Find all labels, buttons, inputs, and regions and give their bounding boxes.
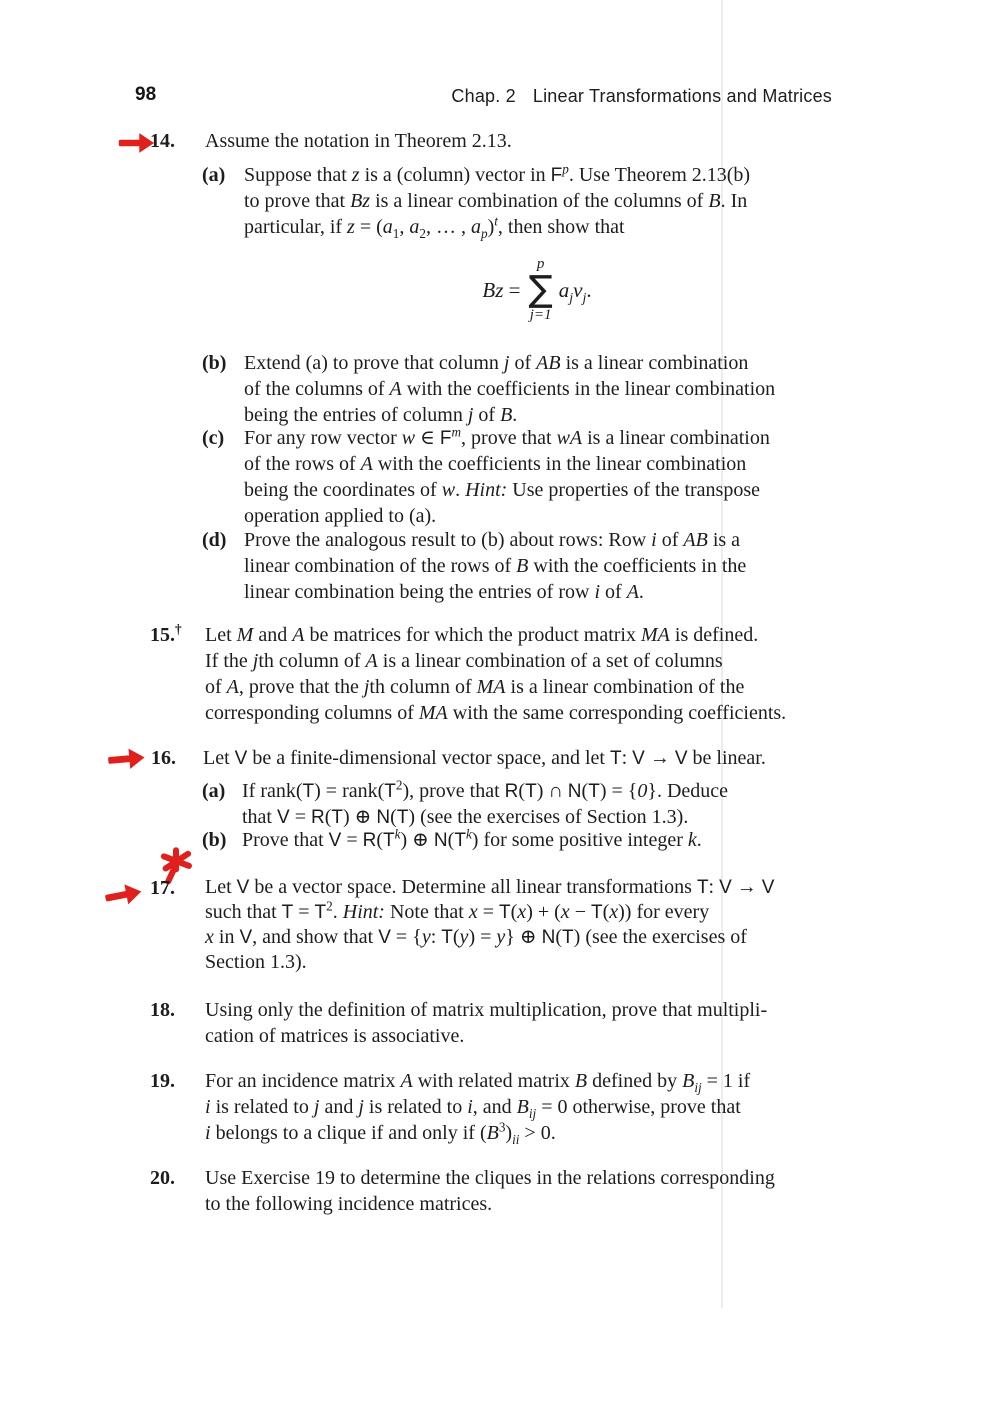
- text-line: that V = R(T) ⊕ N(T) (see the exercises of Section 1.3).: [242, 806, 689, 828]
- text-line: For an incidence matrix A with related matrix B defined by $B_{ij} = 1$ if: [205, 1070, 751, 1095]
- exercise-number-19: 19.: [150, 1070, 175, 1092]
- exercise-14c-text: [244, 425, 770, 529]
- exercise-16b-text: [242, 827, 702, 853]
- part-label-d: (d): [202, 529, 227, 551]
- exercise-number-18: 18.: [150, 999, 175, 1021]
- text-line: i belongs to a clique if and only if $(B^3)_{ii} > 0$.: [205, 1119, 556, 1147]
- exercise-number-15: 15.†: [150, 621, 182, 646]
- text-line: If rank(T) = $rank(T^2)$, prove that R(T) ∩ N(T) = {0}. Deduce: [242, 777, 729, 802]
- text-line: operation applied to (a).: [244, 505, 437, 527]
- exercise-19-text: [205, 1068, 750, 1146]
- text-line: Assume the notation in Theorem 2.13.: [205, 130, 512, 152]
- running-header: [451, 85, 832, 107]
- exercise-15-text: [205, 622, 786, 726]
- exercise-17-text: [205, 875, 774, 975]
- text-line: Suppose that z is a (column) vector in $F^p$. Use Theorem 2.13(b): [244, 161, 751, 186]
- text-line: Use Exercise 19 to determine the cliques in the relations corresponding: [205, 1167, 775, 1189]
- text-line: Prove that $V = R(T^k)$ ⊕ $N(T^k)$ for some positive integer k.: [242, 826, 702, 851]
- text-line: If the jth column of A is a linear combination of a set of columns: [205, 650, 723, 672]
- exercise-18-text: [205, 997, 767, 1049]
- sum-lower-limit: j=1: [529, 307, 552, 323]
- exercise-number-17: 17.: [150, 877, 175, 899]
- sum-upper-limit: p: [536, 256, 545, 272]
- chapter-label: Chap. 2: [451, 86, 516, 106]
- text-line: Extend (a) to prove that column j of AB is a linear combination: [244, 352, 749, 374]
- text-line: to the following incidence matrices.: [205, 1193, 493, 1215]
- formula-lhs: Bz =: [482, 277, 521, 302]
- red-arrow-icon: [101, 880, 144, 909]
- text-line: being the coordinates of w. Hint: Use properties of the transpose: [244, 479, 760, 501]
- text-line: i is related to j and j is related to i, and $B_{ij} = 0$ otherwise, prove that: [205, 1096, 741, 1121]
- exercise-16-intro: [203, 745, 766, 771]
- summation-formula: [244, 250, 830, 330]
- formula-rhs: $a_jv_j$.: [558, 277, 592, 305]
- text-line: cation of matrices is associative.: [205, 1025, 465, 1047]
- red-arrow-icon: [104, 746, 148, 772]
- text-line: Section 1.3).: [205, 951, 307, 973]
- text-line: of the columns of A with the coefficients in the linear combination: [244, 378, 776, 400]
- exercise-14d-text: [244, 527, 746, 605]
- text-line: x in V, and show that V = {y: T(y) = y} ⊕ N(T) (see the exercises of: [205, 926, 747, 948]
- text-line: particular, if $z = (a_1$, $a_2$, … , $a_p)^t$, then show that: [244, 213, 625, 241]
- chapter-title: Linear Transformations and Matrices: [532, 86, 832, 106]
- text-line: Prove the analogous result to (b) about rows: Row i of AB is a: [244, 529, 741, 551]
- text-line: linear combination being the entries of row i of A.: [244, 581, 644, 603]
- part-label-b: (b): [202, 829, 227, 851]
- text-line: of A, prove that the jth column of MA is a linear combination of the: [205, 676, 745, 698]
- exercise-16a-text: [242, 778, 728, 830]
- summation-symbol: [529, 257, 553, 323]
- text-line: of the rows of A with the coefficients in the linear combination: [244, 453, 747, 475]
- part-label-c: (c): [202, 427, 225, 449]
- exercise-number-14: 14.: [150, 130, 175, 152]
- text-line: Using only the definition of matrix multiplication, prove that multipli-: [205, 999, 768, 1021]
- text-line: Let V be a finite-dimensional vector space, and let T: V → V be linear.: [203, 747, 766, 769]
- part-label-a: (a): [202, 164, 226, 186]
- text-line: corresponding columns of MA with the same corresponding coefficients.: [205, 702, 787, 724]
- part-label-b: (b): [202, 352, 227, 374]
- exercise-20-text: [205, 1165, 775, 1217]
- sigma-glyph: ∑: [528, 269, 553, 310]
- text-line: Let M and A be matrices for which the product matrix MA is defined.: [205, 624, 759, 646]
- red-arrow-icon: [118, 132, 154, 154]
- text-line: linear combination of the rows of B with the coefficients in the: [244, 555, 747, 577]
- exercise-number-20: 20.: [150, 1167, 175, 1189]
- text-line: Let V be a vector space. Determine all linear transformations T: V → V: [205, 876, 775, 898]
- text-line: such that $T = T^2$. Hint: Note that x = T(x) + (x − T(x)) for every: [205, 898, 710, 923]
- text-line: For any row vector w ∈ $F^m$, prove that wA is a linear combination: [244, 424, 770, 449]
- text-line: being the entries of column j of B.: [244, 404, 518, 426]
- exercise-14a-text: [244, 162, 750, 240]
- text-line: to prove that Bz is a linear combination of the columns of B. In: [244, 190, 748, 212]
- exercise-number-16: 16.: [151, 747, 176, 769]
- exercise-14b-text: [244, 350, 775, 428]
- page-number: 98: [135, 84, 157, 105]
- part-label-a: (a): [202, 780, 226, 802]
- exercise-14-intro: [205, 128, 512, 154]
